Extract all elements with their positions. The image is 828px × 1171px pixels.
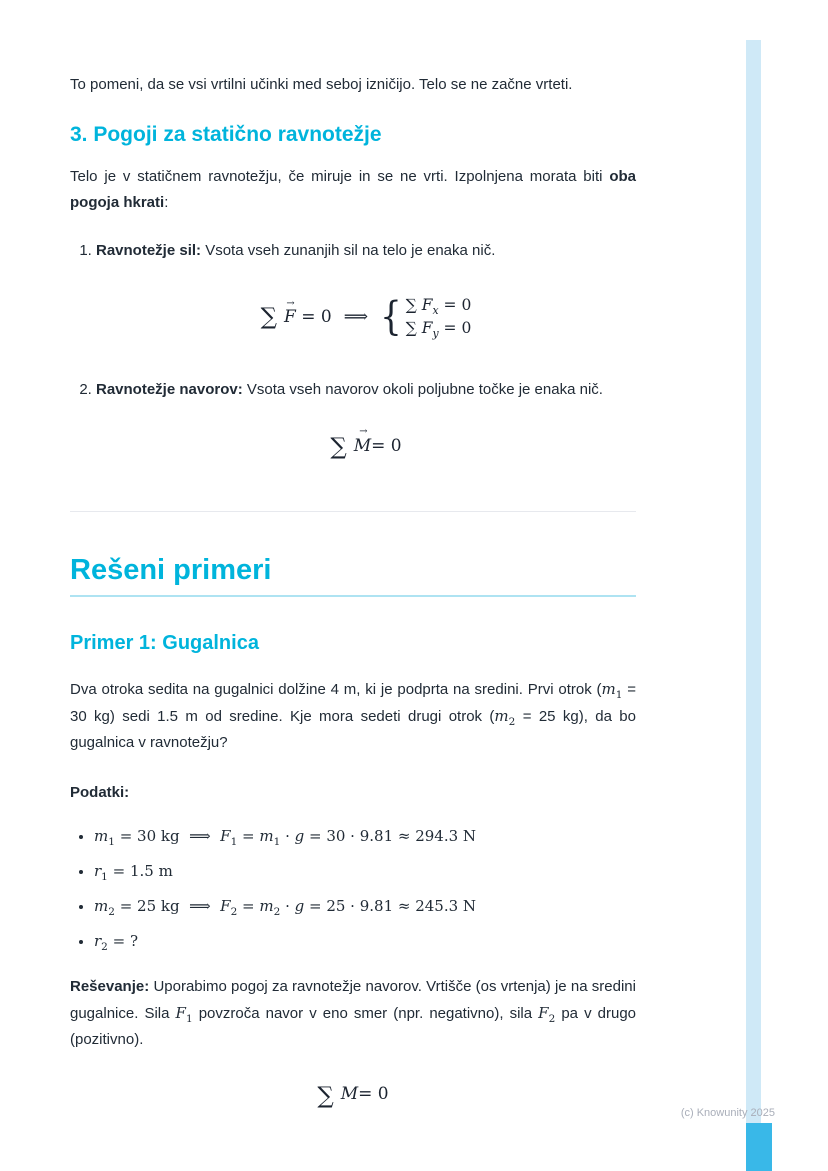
scrollbar-track[interactable] [746,40,761,1171]
case-row-x: ∑ $F_x = 0$ [405,296,472,318]
formula-moment-sum: ∑ M = 0 [317,1082,389,1109]
conditions-list [70,238,636,459]
cases-stack [406,294,472,341]
bullet-item-m2: • $m_2 = 25$ kg ⟹ $F_2 = m_2 \cdot g = 25 \cdot 9.81 \approx 245.3$ N [94,896,636,917]
condition-item-torques-text: Ravnotežje navorov: Vsota vseh navorov okoli poljubne točke je enaka nič. [96,380,603,398]
condition-item-forces [96,238,636,341]
formula-torque-balance: ∑ → M = 0 [330,426,402,461]
condition-item-forces-text: Ravnotežje sil: Vsota vseh zunanjih sil na telo je enaka nič. [96,242,496,259]
formula-force-lhs: ∑ → F = 0 [260,297,332,331]
paragraph-lead: Telo je v statičnem ravnotežju, če miruje in se ne vrti. Izpolnjena morata biti oba pogoja hkrati: [70,168,636,211]
case-row-y: ∑ $F_y = 0$ [405,319,472,341]
condition-item-torques [96,377,636,459]
content-column [70,0,637,1109]
footer-credit: (c) Knowunity 2025 [680,1107,775,1119]
paragraph-intro: To pomeni, da se vsi vrtilni učinki med seboj izničijo. Telo se ne začne vrteti. [70,76,573,93]
data-label: Podatki: [70,783,130,801]
bullet-item-r2: • $r_2$ = ? [94,931,636,952]
scrollbar-thumb[interactable] [746,1123,772,1171]
section-divider [70,511,636,512]
bullet-item-r1: • $r_1 = 1.5$ m [94,861,636,882]
section-heading: 3. Pogoji za statično ravnotežje [70,123,382,146]
chapter-heading: Rešeni primeri [70,554,636,597]
cases-brace: { [380,294,402,341]
paragraph-solving: Reševanje: Uporabimo pogoj za ravnotežje navorov. Vrtišče (os vrtenja) je na sredini gugalnice. Sila $F_1$ povzroča navor v eno smer (npr. negativno), sila $F_2$ pa v drugo (pozitivno). [70,977,637,1048]
formula-force-balance [96,294,636,341]
example-heading: Primer 1: Gugalnica [70,631,259,654]
data-bullet-list [70,826,636,952]
bullet-item-m1: • $m_1 = 30$ kg ⟹ $F_1 = m_1 \cdot g = 30 \cdot 9.81 \approx 294.3$ N [94,826,636,847]
paragraph-example-intro: Dva otroka sedita na gugalnici dolžine 4 m, ki je podprta na sredini. Prvi otrok ($m_1 = 30$ kg) sedi 1.5 m od sredine. Kje mora sedeti drugi otrok ($m_2 = 25$ kg), da bo gugalnica v ravnotežju? [70,679,636,751]
implies-arrow: ⟹ [343,307,369,328]
